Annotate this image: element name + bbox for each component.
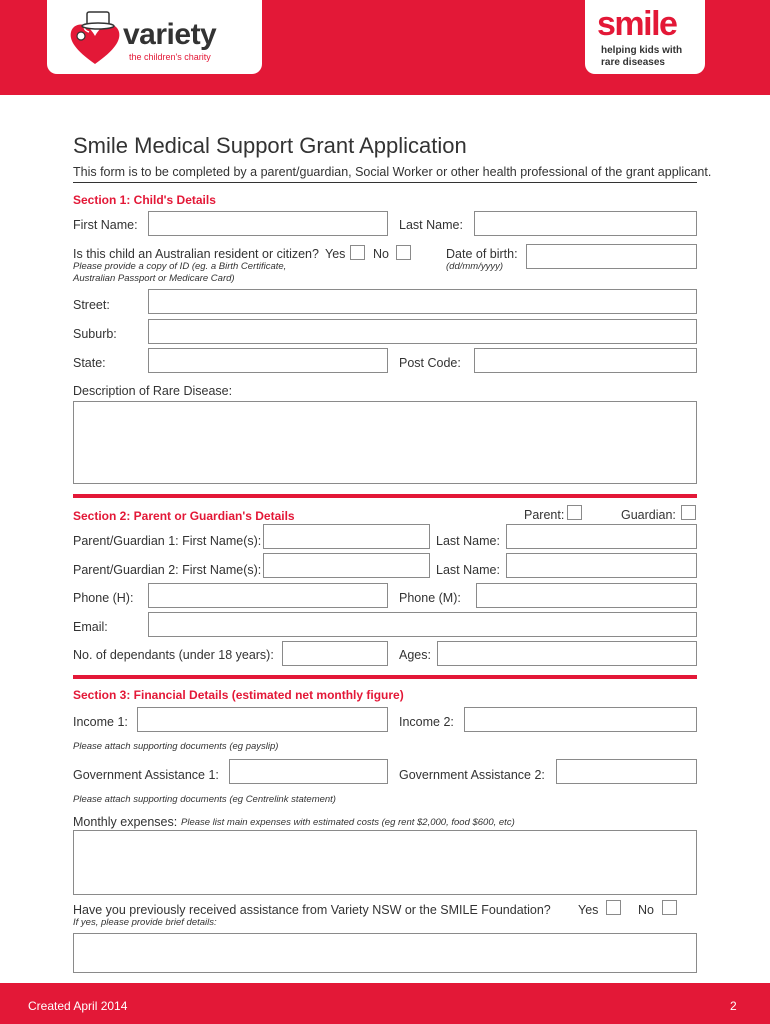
smile-tagline-1: helping kids with bbox=[601, 45, 683, 56]
section3-heading: Section 3: Financial Details (estimated net monthly figure) bbox=[73, 688, 404, 702]
child-first-name-field[interactable] bbox=[148, 211, 388, 236]
variety-logo bbox=[47, 0, 262, 74]
street-field[interactable] bbox=[148, 289, 697, 314]
created-date: Created April 2014 bbox=[28, 999, 128, 1013]
smile-logo bbox=[585, 0, 705, 74]
resident-no-checkbox[interactable] bbox=[396, 245, 411, 260]
previous-assistance-note: If yes, please provide brief details: bbox=[73, 917, 217, 928]
dependants-label: No. of dependants (under 18 years): bbox=[73, 648, 274, 662]
centrelink-note: Please attach supporting documents (eg Centrelink statement) bbox=[73, 794, 336, 805]
phone-h-label: Phone (H): bbox=[73, 591, 134, 605]
suburb-label: Suburb: bbox=[73, 327, 117, 341]
email-field[interactable] bbox=[148, 612, 697, 637]
previous-assistance-question: Have you previously received assistance from Variety NSW or the SMILE Foundation? bbox=[73, 903, 551, 917]
monthly-expenses-note: Please list main expenses with estimated costs (eg rent $2,000, food $600, etc) bbox=[181, 817, 515, 828]
parent-label: Parent: bbox=[524, 508, 565, 522]
monthly-expenses-textarea[interactable] bbox=[73, 830, 697, 895]
page-title: Smile Medical Support Grant Application bbox=[73, 133, 467, 158]
guardian-checkbox[interactable] bbox=[681, 505, 696, 520]
ages-label: Ages: bbox=[399, 648, 431, 662]
income2-field[interactable] bbox=[464, 707, 697, 732]
disease-label: Description of Rare Disease: bbox=[73, 384, 233, 398]
income1-field[interactable] bbox=[137, 707, 388, 732]
child-first-name-label: First Name: bbox=[73, 218, 138, 232]
child-last-name-label: Last Name: bbox=[399, 218, 463, 232]
monthly-expenses-label: Monthly expenses: bbox=[73, 815, 178, 829]
dependants-field[interactable] bbox=[282, 641, 388, 666]
income1-label: Income 1: bbox=[73, 715, 128, 729]
payslip-note: Please attach supporting documents (eg payslip) bbox=[73, 741, 279, 752]
child-last-name-field[interactable] bbox=[474, 211, 697, 236]
page-number: 2 bbox=[730, 999, 737, 1013]
parent-checkbox[interactable] bbox=[567, 505, 582, 520]
smile-wordmark: smile bbox=[597, 5, 677, 43]
previous-assistance-textarea[interactable] bbox=[73, 933, 697, 973]
footer-bar bbox=[0, 983, 770, 1024]
pg2-last-name-field[interactable] bbox=[506, 553, 697, 578]
dob-field[interactable] bbox=[526, 244, 697, 269]
phone-m-label: Phone (M): bbox=[399, 591, 461, 605]
email-label: Email: bbox=[73, 620, 108, 634]
dob-format-note: (dd/mm/yyyy) bbox=[446, 261, 503, 272]
pg2-first-name-label: Parent/Guardian 2: First Name(s): bbox=[73, 563, 262, 577]
pg1-first-name-field[interactable] bbox=[263, 524, 430, 549]
ages-field[interactable] bbox=[437, 641, 697, 666]
gov2-label: Government Assistance 2: bbox=[399, 768, 545, 782]
resident-yes-checkbox[interactable] bbox=[350, 245, 365, 260]
gov1-label: Government Assistance 1: bbox=[73, 768, 219, 782]
income2-label: Income 2: bbox=[399, 715, 454, 729]
id-note-line2: Australian Passport or Medicare Card) bbox=[73, 273, 235, 284]
variety-wordmark: variety bbox=[123, 18, 217, 51]
prev-yes-checkbox[interactable] bbox=[606, 900, 621, 915]
disease-textarea[interactable] bbox=[73, 401, 697, 484]
gov2-field[interactable] bbox=[556, 759, 697, 784]
pg1-first-name-label: Parent/Guardian 1: First Name(s): bbox=[73, 534, 262, 548]
post-code-field[interactable] bbox=[474, 348, 697, 373]
variety-tagline: the children's charity bbox=[129, 52, 211, 62]
resident-yes-label: Yes bbox=[325, 247, 346, 261]
resident-question: Is this child an Australian resident or citizen? bbox=[73, 247, 319, 261]
phone-m-field[interactable] bbox=[476, 583, 697, 608]
resident-no-label: No bbox=[373, 247, 389, 261]
pg2-first-name-field[interactable] bbox=[263, 553, 430, 578]
pg1-last-name-field[interactable] bbox=[506, 524, 697, 549]
prev-no-label: No bbox=[638, 903, 654, 917]
intro-divider bbox=[73, 182, 697, 183]
state-label: State: bbox=[73, 356, 106, 370]
pg1-last-name-label: Last Name: bbox=[436, 534, 500, 548]
pg2-last-name-label: Last Name: bbox=[436, 563, 500, 577]
street-label: Street: bbox=[73, 298, 110, 312]
phone-h-field[interactable] bbox=[148, 583, 388, 608]
post-code-label: Post Code: bbox=[399, 356, 461, 370]
section2-heading: Section 2: Parent or Guardian's Details bbox=[73, 509, 295, 523]
id-note-line1: Please provide a copy of ID (eg. a Birth Certificate, bbox=[73, 261, 287, 272]
guardian-label: Guardian: bbox=[621, 508, 676, 522]
suburb-field[interactable] bbox=[148, 319, 697, 344]
prev-no-checkbox[interactable] bbox=[662, 900, 677, 915]
section3-divider bbox=[73, 675, 697, 679]
section1-heading: Section 1: Child's Details bbox=[73, 193, 216, 207]
state-field[interactable] bbox=[148, 348, 388, 373]
smile-tagline-2: rare diseases bbox=[601, 57, 665, 68]
section2-divider bbox=[73, 494, 697, 498]
variety-heart-hat-icon bbox=[65, 10, 125, 68]
dob-label: Date of birth: bbox=[446, 247, 518, 261]
gov1-field[interactable] bbox=[229, 759, 388, 784]
prev-yes-label: Yes bbox=[578, 903, 599, 917]
form-intro: This form is to be completed by a parent/guardian, Social Worker or other health professional of the grant applicant. bbox=[73, 165, 712, 179]
